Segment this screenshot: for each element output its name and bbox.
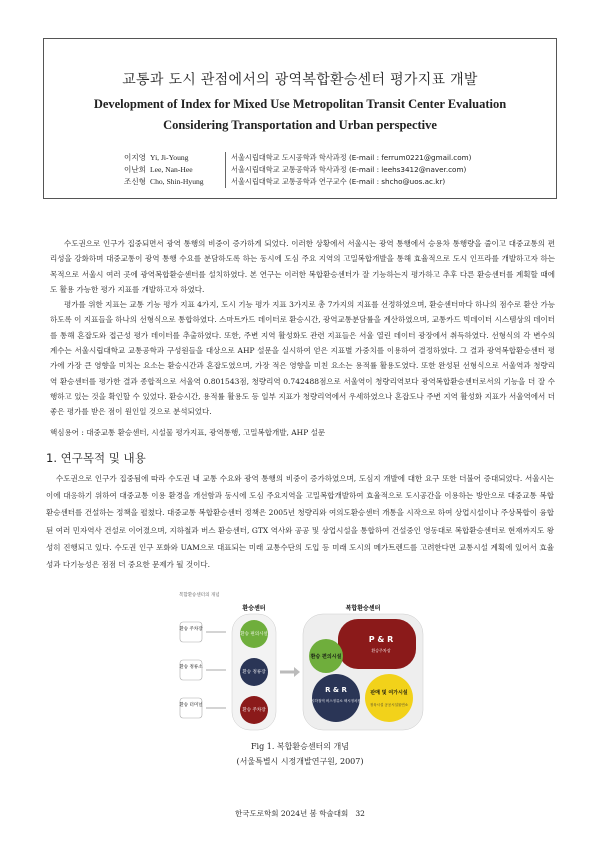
arrow-icon	[206, 632, 226, 708]
center-item-label: 환승 편의시설	[240, 632, 268, 637]
center-item-label: 환승 주차장	[242, 708, 266, 713]
left-item-label: 환승 주차장	[179, 627, 203, 632]
right-panel-header: 복합환승센터	[345, 605, 381, 612]
section-heading: 1. 연구목적 및 내용	[46, 451, 146, 465]
section-body	[46, 470, 554, 573]
retail-sub: 정육시설 공공시설물연소	[369, 703, 409, 707]
author-name-ko: 이난희	[123, 165, 146, 174]
retail-leisure-block	[365, 674, 413, 722]
author-name-ko: 이지영	[123, 153, 146, 162]
concept-diagram	[176, 588, 426, 736]
rr-title: R & R	[325, 686, 347, 694]
page-footer	[0, 808, 600, 819]
body-paragraph: 수도권으로 인구가 집중됨에 따라 수도권 내 교통 수요와 광역 통행의 비중이 증가하였으며, 도심지 개발에 대한 요구 또한 더불어 증대되었다. 서울시는 이에 대응하기 위하여 대중교통 이용 환경을 개선함과 동시에 도심 주요지역을 고밀복합개발하여 효율적으로 도시공간을 이용하는 방안으로 대중교통 복합환승센터를 건설하는 정책을 펼쳤다. 대중교통 복합환승센터 정책은 2005년 청량리와 여의도환승센터 개통을 시작으로 하여 상업시설이나 주상복합이 융합된 여러 민자역사 건설로 이어졌으며, 지하철과 버스 환승센터, GTX 역사와 공공 및 상업시설을 통합하여 건설중인 영동대로 복합환승센터로 현재까지도 왕성히 진행되고 있다. 수도권 인구 포화와 UAM으로 대표되는 미래 교통수단의 도입 등 미래 도시의 메가트렌드를 고려한다면 교통시설 계획에 있어서 효율성과 다기능성은 점점 더 중요한 문제가 될 것이다.	[46, 474, 554, 570]
figure-caption: Fig 1. 복합환승센터의 개념	[250, 742, 350, 751]
left-item	[179, 660, 203, 680]
figure-source: (서울특별시 시정개발연구원, 2007)	[236, 757, 364, 766]
footer-conference: 한국도로학회 2024년 봄 학술대회	[235, 809, 349, 818]
pr-title: P & R	[368, 635, 394, 644]
rr-sub: 지하철역 버스정류소 택시정차장	[311, 699, 361, 703]
abstract	[50, 236, 555, 420]
park-and-ride-block	[338, 619, 416, 669]
title-english-line1: Development of Index for Mixed Use Metropolitan Transit Center Evaluation	[93, 97, 507, 111]
retail-title: 판매 및 여가시설	[370, 690, 408, 696]
title-block	[43, 38, 557, 199]
figure-transit-center-concept	[176, 588, 426, 736]
convenience-label: 환승 편의시설	[310, 654, 342, 660]
page-number: 32	[355, 809, 365, 818]
author-name-ko: 조신형	[123, 177, 146, 186]
author-name-en: Yi, Ji-Young	[150, 153, 189, 162]
pr-sub: 환승주차장	[371, 648, 391, 653]
title-english	[44, 94, 556, 136]
author-affiliation: 서울시립대학교 교통공학과 연구교수 (E-mail : shcho@uos.ac.kr)	[225, 176, 445, 188]
keywords: 핵심용어 : 대중교통 환승센터, 시설물 평가지표, 광역통행, 고밀복합개발, AHP 설문	[50, 428, 326, 437]
abstract-paragraph: 수도권으로 인구가 집중되면서 광역 통행의 비중이 증가하게 되었다. 이러한 상황에서 서울시는 광역 통행에서 승용차 통행량을 줄이고 대중교통의 편리성을 강화하며 대중교통이 광역 통행 수요를 분담하도록 하는 동시에 도심 주요 지역의 고밀복합개발을 통해 효율적으로 도시 인프라를 개발하고자 하는 목적으로 서울시 여러 곳에 광역복합환승센터를 설치하였다. 본 연구는 이러한 복합환승센터가 잘 기능하는지 평가하고 추후 다른 환승센터를 계획할 때에도 활용 가능한 평가 지표를 개발하고자 하였다.	[50, 239, 555, 294]
abstract-paragraph: 평가를 위한 지표는 교통 기능 평가 지표 4가지, 도시 기능 평가 지표 3가지로 총 7가지의 지표를 선정하였으며, 환승센터마다 하나의 점수로 환산 가능하도록 이 지표들을 하나의 선형식으로 통합하였다. 스마트카드 데이터로 환승시간, 광역교통분담률을 계산하였으며, 교통카드 빅데이터 시스템상의 데이터를 통해 혼잡도와 접근성 평가 데이터를 추출하였다. 또한, 주변 지역 활성화도 관련 지표들은 서울 열린 데이터 광장에서 취득하였다. 선형식의 각 변수의 계수는 서울시립대학교 교통공학과 구성원들을 대상으로 AHP 설문을 실시하여 얻은 지표별 가중치를 이용하여 결정하였다. 그 결과 광역복합환승센터 평가에 가장 큰 영향을 미치는 요소는 환승시간과 혼잡도였으며, 가장 적은 영향을 미친 요소는 용적률 활용도였다. 또한 완성된 선형식으로 서울역과 청량리역 환승센터를 평가한 결과 종합적으로 서울역 0.801543점, 청량리역 0.742488점으로 서울역이 청량리역보다 광역복합환승센터로서의 기능을 더 잘 수행하고 있는 것을 확인할 수 있었다. 환승시간, 용적률 활용도 등 일부 지표가 청량리역에서 우세하였으나 혼잡도나 주변 지역 활성화 지표가 서울역에서 더 좋은 평가를 받은 점이 원인일 것으로 분석되었다.	[50, 300, 555, 417]
author-name-en: Cho, Shin-Hyung	[150, 177, 204, 186]
author-affiliation: 서울시립대학교 도시공학과 학사과정 (E-mail : ferrum0221@gmail.com)	[225, 152, 471, 164]
left-panel-header: 환승센터	[242, 605, 266, 612]
arrow-head-icon	[294, 667, 300, 677]
author-affiliation: 서울시립대학교 교통공학과 학사과정 (E-mail : leehs3412@naver.com)	[225, 164, 466, 176]
title-korean: 교통과 도시 관점에서의 광역복합환승센터 평가지표 개발	[122, 72, 478, 88]
left-item-label: 환승 정류소	[179, 665, 203, 670]
left-item	[179, 698, 202, 718]
title-english-line2: Considering Transportation and Urban perspective	[163, 118, 437, 132]
author-name-en: Lee, Nan-Hee	[150, 165, 193, 174]
left-item	[179, 622, 203, 642]
left-item-label: 환승 터미널	[179, 703, 203, 708]
ride-and-ride-block	[312, 674, 360, 722]
figure-top-label: 복합환승센터의 개념	[179, 593, 220, 598]
center-item-label: 환승 정류장	[242, 670, 266, 675]
